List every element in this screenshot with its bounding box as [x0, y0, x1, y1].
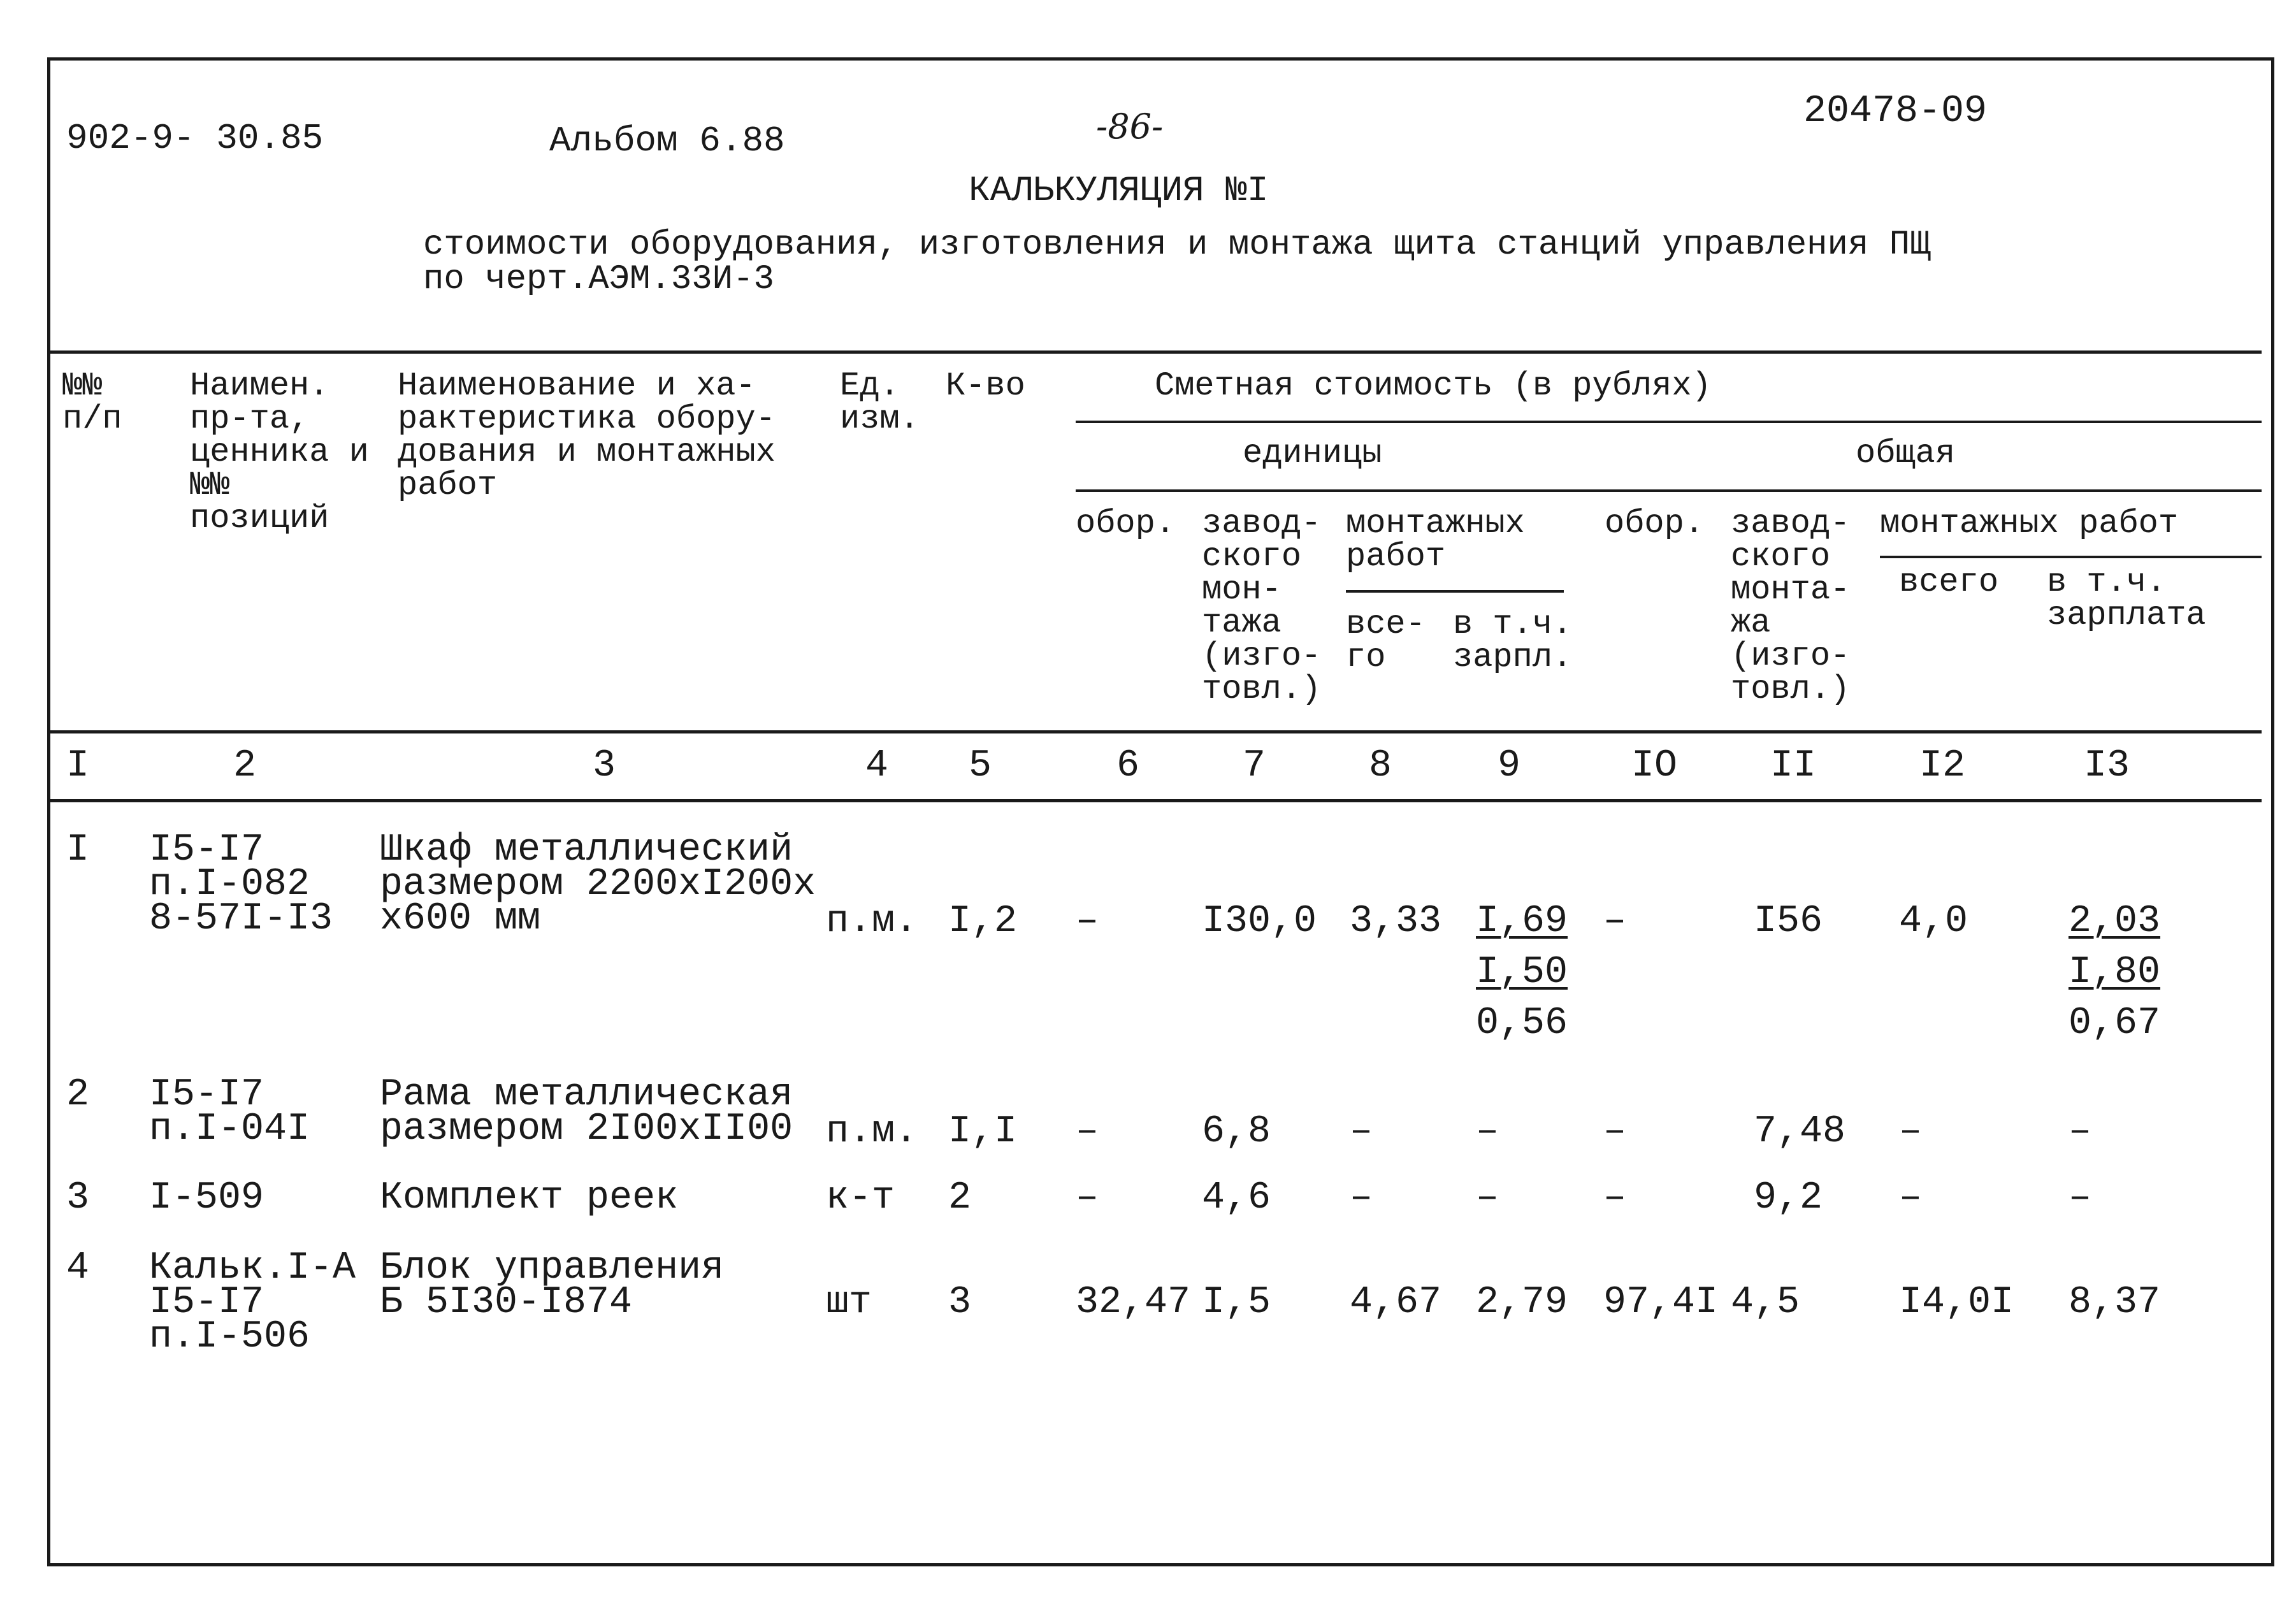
item-description: Блок управления	[380, 1246, 725, 1290]
price-reference: п.I-04I	[149, 1108, 310, 1151]
header-salary-unit: в т.ч. зарпл.	[1453, 605, 1573, 676]
item-description: х600 мм	[380, 897, 541, 941]
document-title: КАЛЬКУЛЯЦИЯ №I	[969, 170, 1269, 211]
factory-total-cost: 7,48	[1754, 1110, 1846, 1153]
column-number: II	[1770, 744, 1817, 788]
column-number: 7	[1243, 744, 1266, 788]
salary-unit-cost: I,69	[1476, 900, 1568, 943]
row-number: I	[66, 828, 90, 872]
install-unit-cost: –	[1350, 1110, 1373, 1153]
column-number: 4	[865, 744, 889, 788]
salary-total-cost: –	[2069, 1110, 2092, 1153]
price-reference: I5-I7	[149, 1281, 264, 1324]
row-number: 4	[66, 1246, 90, 1290]
factory-unit-cost: I,5	[1202, 1281, 1271, 1324]
page-frame	[47, 57, 2274, 1566]
header-price-reference: Наимен. пр-та, ценника и №№ позиций	[190, 367, 369, 537]
unit-of-measure: п.м.	[826, 1110, 918, 1153]
header-equipment-unit: обор.	[1076, 505, 1176, 542]
row-number: 3	[66, 1176, 90, 1220]
header-salary-total: в т.ч. зарплата	[2047, 563, 2206, 634]
install-unit-cost: 4,67	[1350, 1281, 1442, 1324]
header-equipment-total: обор.	[1605, 505, 1705, 542]
price-reference: 8-57I-I3	[149, 897, 333, 941]
column-number: 5	[969, 744, 992, 788]
header-factory-unit: завод- ского мон- тажа (изго- товл.)	[1202, 505, 1322, 708]
column-number: 6	[1116, 744, 1140, 788]
header-total: общая	[1856, 435, 1956, 472]
factory-total-cost: 9,2	[1754, 1176, 1823, 1220]
install-total-cost: –	[1899, 1110, 1923, 1153]
column-numbers-rule	[50, 799, 2262, 802]
salary-unit-cost: –	[1476, 1110, 1499, 1153]
install-unit-cost: 3,33	[1350, 900, 1442, 943]
salary-unit-cost: 0,56	[1476, 1002, 1568, 1045]
column-number: 8	[1369, 744, 1392, 788]
column-number: IO	[1631, 744, 1678, 788]
item-description: размером 2I00хII00	[380, 1108, 793, 1151]
page-number: -86-	[1096, 106, 1164, 147]
salary-unit-cost: –	[1476, 1176, 1499, 1220]
factory-unit-cost: I30,0	[1202, 900, 1317, 943]
row-number: 2	[66, 1073, 90, 1116]
equipment-total-cost: –	[1603, 900, 1627, 943]
header-all-unit: все- го	[1346, 605, 1426, 676]
salary-total-cost: I,80	[2069, 951, 2161, 994]
document-code: 902-9- 30.85	[66, 118, 324, 159]
price-reference: I5-I7	[149, 828, 264, 872]
header-all-total: всего	[1899, 563, 1999, 601]
quantity: 2	[948, 1176, 972, 1220]
price-reference: Кальк.I-А	[149, 1246, 356, 1290]
factory-unit-cost: 6,8	[1202, 1110, 1271, 1153]
quantity: 3	[948, 1281, 972, 1324]
factory-total-cost: I56	[1754, 900, 1823, 943]
column-number: 3	[593, 744, 616, 788]
subtitle-line-1: стоимости оборудования, изготовления и монтажа щита станций управления ПЩ	[423, 226, 1931, 264]
item-description: размером 2200хI200х	[380, 863, 816, 906]
total-install-rule	[1880, 556, 2262, 558]
album-label: Альбом 6.88	[549, 120, 785, 161]
equipment-unit-cost: –	[1076, 1110, 1099, 1153]
header-install-total: монтажных работ	[1880, 505, 2179, 542]
header-description: Наименование и ха- рактеристика обору- дования и монтажных работ	[398, 367, 776, 504]
equipment-total-cost: 97,4I	[1603, 1281, 1719, 1324]
equipment-unit-cost: –	[1076, 900, 1099, 943]
salary-total-cost: –	[2069, 1176, 2092, 1220]
unit-of-measure: п.м.	[826, 900, 918, 943]
column-number: I2	[1919, 744, 1966, 788]
table-top-rule	[50, 350, 2262, 354]
quantity: I,2	[948, 900, 1018, 943]
column-number: I3	[2084, 744, 2130, 788]
item-description: Комплект реек	[380, 1176, 679, 1220]
install-unit-cost: –	[1350, 1176, 1373, 1220]
column-number: 9	[1498, 744, 1521, 788]
header-install-unit: монтажных работ	[1346, 505, 1525, 575]
install-total-cost: 4,0	[1899, 900, 1968, 943]
unit-of-measure: шт	[826, 1281, 872, 1324]
salary-total-cost: 8,37	[2069, 1281, 2161, 1324]
price-reference: I-509	[149, 1176, 264, 1220]
unit-of-measure: к-т	[826, 1176, 895, 1220]
equipment-total-cost: –	[1603, 1110, 1627, 1153]
factory-total-cost: 4,5	[1731, 1281, 1800, 1324]
unit-install-rule	[1346, 590, 1564, 593]
salary-total-cost: 2,03	[2069, 900, 2161, 943]
item-description: Б 5I30-I874	[380, 1281, 633, 1324]
cost-group-rule	[1076, 421, 2262, 423]
subtitle-line-2: по черт.АЭМ.33И-3	[423, 260, 774, 299]
factory-unit-cost: 4,6	[1202, 1176, 1271, 1220]
salary-unit-cost: 2,79	[1476, 1281, 1568, 1324]
salary-total-cost: 0,67	[2069, 1002, 2161, 1045]
price-reference: п.I-082	[149, 863, 310, 906]
equipment-unit-cost: 32,47	[1076, 1281, 1191, 1324]
column-number: I	[66, 744, 90, 788]
header-unit: Ед. изм.	[840, 367, 920, 438]
salary-unit-cost: I,50	[1476, 951, 1568, 994]
header-estimated-cost: Сметная стоимость (в рублях)	[1155, 367, 1712, 405]
header-factory-total: завод- ского монта- жа (изго- товл.)	[1731, 505, 1851, 708]
install-total-cost: –	[1899, 1176, 1923, 1220]
item-description: Рама металлическая	[380, 1073, 793, 1116]
price-reference: I5-I7	[149, 1073, 264, 1116]
equipment-unit-cost: –	[1076, 1176, 1099, 1220]
equipment-total-cost: –	[1603, 1176, 1627, 1220]
header-row-number: №№ п/п	[62, 367, 122, 438]
install-total-cost: I4,0I	[1899, 1281, 2014, 1324]
item-description: Шкаф металлический	[380, 828, 793, 872]
quantity: I,I	[948, 1110, 1018, 1153]
subgroup-rule	[1076, 489, 2262, 492]
header-quantity: К-во	[946, 367, 1025, 405]
header-bottom-rule	[50, 730, 2262, 733]
price-reference: п.I-506	[149, 1315, 310, 1359]
header-per-unit: единицы	[1243, 435, 1382, 472]
column-number: 2	[233, 744, 257, 788]
inventory-number: 20478-09	[1803, 90, 1988, 133]
